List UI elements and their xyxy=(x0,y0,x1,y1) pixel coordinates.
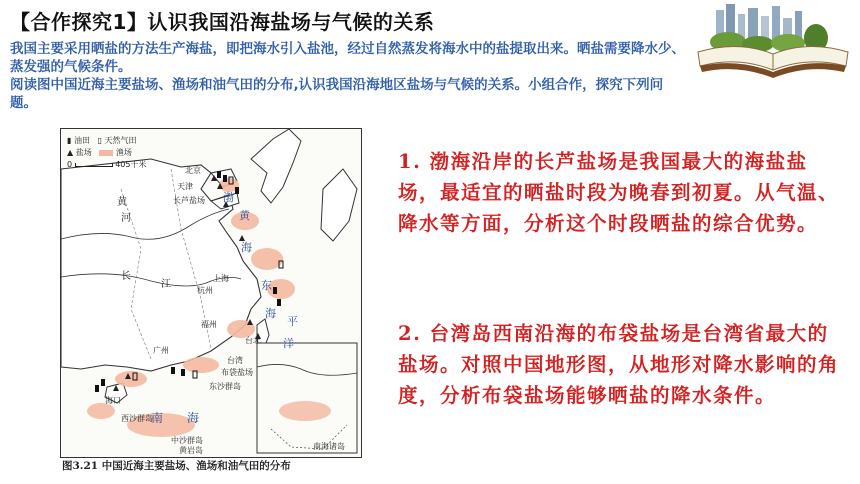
saltfield-icon: ▲ xyxy=(67,148,74,157)
scale-bar xyxy=(75,163,113,167)
label-tianjin: 天津 xyxy=(177,182,193,191)
book-city-illustration xyxy=(688,2,858,84)
fishery-swatch xyxy=(99,150,113,156)
sea-label-huang: 黄 xyxy=(239,209,250,222)
legend-saltfield: 盐场 xyxy=(75,148,92,157)
china-coastal-map xyxy=(60,128,362,458)
label-haikou: 海口 xyxy=(105,396,121,405)
sea-label-ping: 平 xyxy=(287,315,298,328)
label-guangzhou: 广州 xyxy=(153,346,169,355)
intro-paragraph-1: 我国主要采用晒盐的方法生产海盐，即把海水引入盐池，经过自然蒸发将海水中的盐提取出来。晒盐需要降水少、蒸发强的气候条件。 xyxy=(10,41,685,75)
label-hangzhou: 杭州 xyxy=(197,286,213,295)
label-shanghai: 上海 xyxy=(213,274,229,283)
sea-label-dong-hai: 海 xyxy=(265,307,276,320)
question-1: 1. 渤海沿岸的长芦盐场是我国最大的海盐盐场，最适宜的晒盐时段为晚春到初夏。从气温、降水等方面，分析这个时段晒盐的综合优势。 xyxy=(398,150,840,235)
label-taiwan: 台湾 xyxy=(227,356,243,365)
label-fuzhou: 福州 xyxy=(201,320,217,329)
label-changlu: 长芦盐场 xyxy=(173,196,205,205)
legend-gasfield: 天然气田 xyxy=(104,136,137,145)
sea-label-nan-hai: 海 xyxy=(187,411,200,425)
label-xisha: 西沙群岛 xyxy=(121,414,153,423)
sea-label-yang: 洋 xyxy=(283,337,294,350)
label-zhongsha: 中沙群岛 xyxy=(171,436,203,445)
label-beijing: 北京 xyxy=(185,166,201,175)
label-taibei: 台北 xyxy=(245,336,261,345)
river-label-he: 河 xyxy=(121,213,131,224)
sea-label-nan: 南 xyxy=(151,411,164,425)
scale-label: 405千米 xyxy=(115,160,147,169)
river-label-jiang: 江 xyxy=(161,279,171,290)
slide-title: 【合作探究1】认识我国沿海盐场与气候的关系 xyxy=(10,10,435,34)
legend-fishery: 渔场 xyxy=(115,148,132,157)
legend-oilfield: 油田 xyxy=(73,136,90,145)
intro-text xyxy=(10,40,690,112)
map-legend xyxy=(67,135,146,171)
sea-label-bo: 渤 xyxy=(223,191,234,204)
question-2: 2. 台湾岛西南沿海的布袋盐场是台湾省最大的盐场。对照中国地形图，从地形对降水影响的角度，分析布袋盐场能够晒盐的降水条件。 xyxy=(398,322,840,407)
label-nanhai-inset: 南海诸岛 xyxy=(313,442,345,451)
label-budai: 布袋盐场 xyxy=(221,368,253,377)
intro-paragraph-2: 阅读图中国近海主要盐场、渔场和油气田的分布,认识我国沿海地区盐场与气候的关系。小组合作，探究下列问题。 xyxy=(10,77,664,111)
label-dongsha: 东沙群岛 xyxy=(209,382,241,391)
scale-zero: 0 xyxy=(67,160,73,169)
gasfield-icon: ▯ xyxy=(97,136,102,145)
label-huangyan: 黄岩岛 xyxy=(179,446,203,455)
river-label-huang: 黄 xyxy=(117,197,127,208)
river-label-chang: 长 xyxy=(121,271,131,282)
sea-label-huang-hai: 海 xyxy=(241,241,252,254)
oilfield-icon: ▮ xyxy=(67,136,72,145)
map-caption: 图3.21 中国近海主要盐场、渔场和油气田的分布 xyxy=(62,460,291,472)
sea-label-dong: 东 xyxy=(261,279,272,292)
